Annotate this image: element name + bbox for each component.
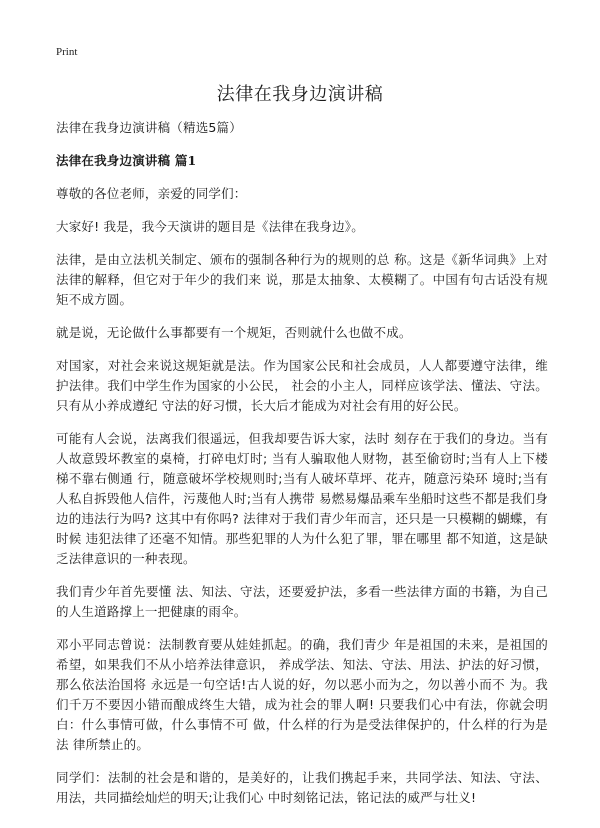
paragraph: 法律，是由立法机关制定、颁布的强制各种行为的规则的总 称。这是《新华词典》上对法律的解释，但它对于年少的我们来 说，那是太抽象、太模糊了。中国有句古话没有规矩不成方圆。 bbox=[56, 252, 548, 307]
paragraph: 对国家，对社会来说这规矩就是法。作为国家公民和社会成员，人人都要遵守法律，维护法律。我们中学生作为国家的小公民， 社会的小主人，同样应该学法、懂法、守法。只有从小养成遵纪 守法的好习惯，长大后才能成为对社会有用的好公民。 bbox=[56, 358, 548, 413]
paragraph: 邓小平同志曾说：法制教育要从娃娃抓起。的确，我们青少 年是祖国的未来，是祖国的希望，如果我们不从小培养法律意识， 养成学法、知法、守法、用法、护法的好习惯，那么依法治国将 永远是一句空话!古人说的好，勿以恶小而为之，勿以善小而不 为。我们千万不要因小错而酿成终生大错，成为社会的罪人啊! 只要我们心中有法，你就会明白：什么事情可做，什么事情不可 做，什么样的行为是受法律保护的，什么样的行为是法 律所禁止的。 bbox=[56, 637, 548, 752]
paragraph-greeting: 尊敬的各位老师，亲爱的同学们： bbox=[56, 186, 247, 201]
document-title: 法律在我身边演讲稿 bbox=[216, 84, 384, 105]
paragraph: 就是说，无论做什么事都要有一个规矩，否则就什么也做不成。 bbox=[56, 325, 412, 340]
print-link[interactable]: Print bbox=[56, 46, 78, 58]
document-subtitle: 法律在我身边演讲稿（精选5篇） bbox=[56, 120, 242, 135]
paragraph: 同学们：法制的社会是和谐的，是美好的，让我们携起手来，共同学法、知法、守法、用法，共同描绘灿烂的明天;让我们心 中时刻铭记法，铭记法的威严与壮义! bbox=[56, 770, 548, 805]
document-body bbox=[56, 118, 548, 821]
paragraph: 我们青少年首先要懂 法、知法、守法，还要爱护法，多看一些法律方面的书籍，为自己的人生道路撑上一把健康的雨伞。 bbox=[56, 584, 548, 619]
section-heading: 法律在我身边演讲稿 篇1 bbox=[56, 153, 197, 168]
paragraph-intro: 大家好! 我是，我今天演讲的题目是《法律在我身边》。 bbox=[56, 219, 364, 234]
paragraph: 可能有人会说，法离我们很遥远，但我却要告诉大家，法时 刻存在于我们的身边。当有人故意毁坏教室的桌椅，打碎电灯时; 当有人骗取他人财物，甚至偷窃时;当有人上下楼梯不靠右侧通 行，随意破坏学校规则时;当有人破坏草坪、花卉，随意污染环 境时;当有人私自拆毁他人信件，污蔑他人时;当有人携带 易燃易爆品乘车坐船时这些不都是我们身边的违法行为吗? 这其中有你吗? 法律对于我们青少年而言，还只是一只模糊的蝴蝶，有时候 违犯法律了还毫不知情。那些犯罪的人为什么犯了罪，罪在哪里 都不知道，这是缺乏法律意识的一种表现。 bbox=[56, 431, 548, 566]
